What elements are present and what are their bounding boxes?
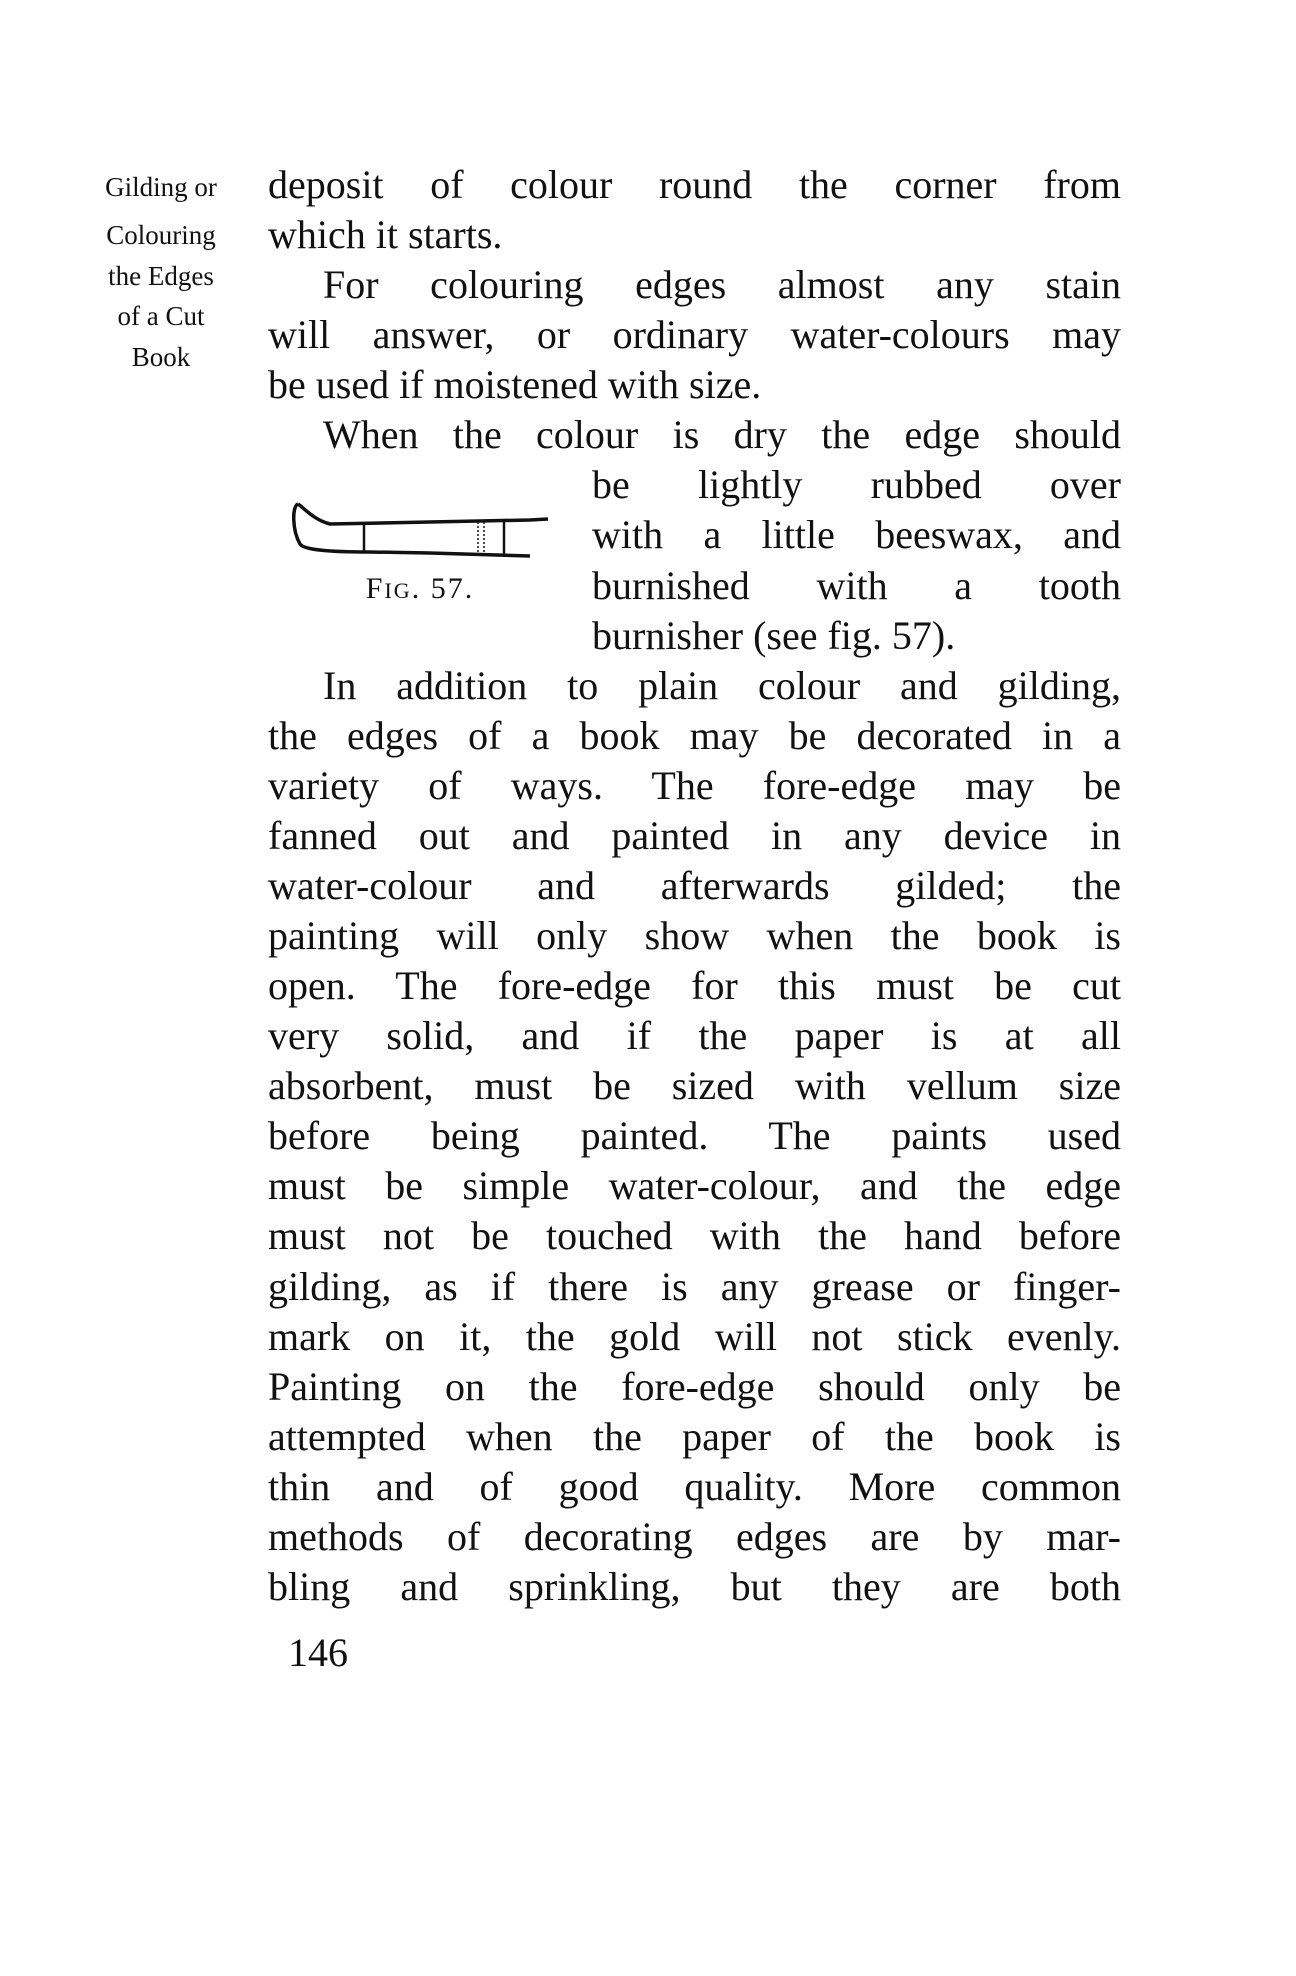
body-line: absorbent, must be sized with vellum size xyxy=(268,1063,1121,1108)
body-line: gilding, as if there is any grease or finger- xyxy=(268,1264,1121,1309)
body-line: must be simple water-colour, and the edge xyxy=(268,1163,1121,1208)
body-line: mark on it, the gold will not stick evenly. xyxy=(268,1314,1121,1359)
body-line: water-colour and afterwards gilded; the xyxy=(268,863,1121,908)
body-line: with a little beeswax, and xyxy=(592,512,1121,557)
body-line: will answer, or ordinary water-colours may xyxy=(268,312,1121,357)
margin-note-line: Colouring xyxy=(106,220,216,250)
body-line: For colouring edges almost any stain xyxy=(323,262,1121,307)
body-line: attempted when the paper of the book is xyxy=(268,1414,1121,1459)
caption-prefix: F xyxy=(365,572,385,605)
body-line: burnisher (see fig. 57). xyxy=(592,613,956,658)
body-line: very solid, and if the paper is at all xyxy=(268,1013,1121,1058)
tooth-burnisher-figure xyxy=(290,500,552,562)
caption-number: . 57. xyxy=(411,572,475,605)
body-line: variety of ways. The fore-edge may be xyxy=(268,763,1121,808)
margin-note-line: Book xyxy=(131,342,191,372)
body-line: must not be touched with the hand before xyxy=(268,1213,1121,1258)
body-line: which it starts. xyxy=(268,212,503,257)
body-line: burnished with a tooth xyxy=(592,563,1121,608)
body-line: bling and sprinkling, but they are both xyxy=(268,1564,1121,1609)
body-line: In addition to plain colour and gilding, xyxy=(323,663,1121,708)
body-line: painting will only show when the book is xyxy=(268,913,1121,958)
margin-note-line: the Edges xyxy=(108,261,214,291)
body-line: When the colour is dry the edge should xyxy=(323,412,1121,457)
body-line: before being painted. The paints used xyxy=(268,1113,1121,1158)
caption-smallcaps: IG xyxy=(384,578,412,603)
body-line: be used if moistened with size. xyxy=(268,362,762,407)
body-line: open. The fore-edge for this must be cut xyxy=(268,963,1121,1008)
body-line: methods of decorating edges are by mar- xyxy=(268,1514,1121,1559)
margin-note-line: Gilding or xyxy=(105,172,217,202)
margin-note-line: of a Cut xyxy=(117,301,205,331)
body-line: the edges of a book may be decorated in a xyxy=(268,713,1121,758)
figure-caption xyxy=(330,571,510,609)
body-line: Painting on the fore-edge should only be xyxy=(268,1364,1121,1409)
body-line: thin and of good quality. More common xyxy=(268,1464,1121,1509)
body-line: deposit of colour round the corner from xyxy=(268,162,1121,207)
body-line: be lightly rubbed over xyxy=(592,462,1121,507)
body-line: fanned out and painted in any device in xyxy=(268,813,1121,858)
page-number: 146 xyxy=(288,1630,348,1675)
